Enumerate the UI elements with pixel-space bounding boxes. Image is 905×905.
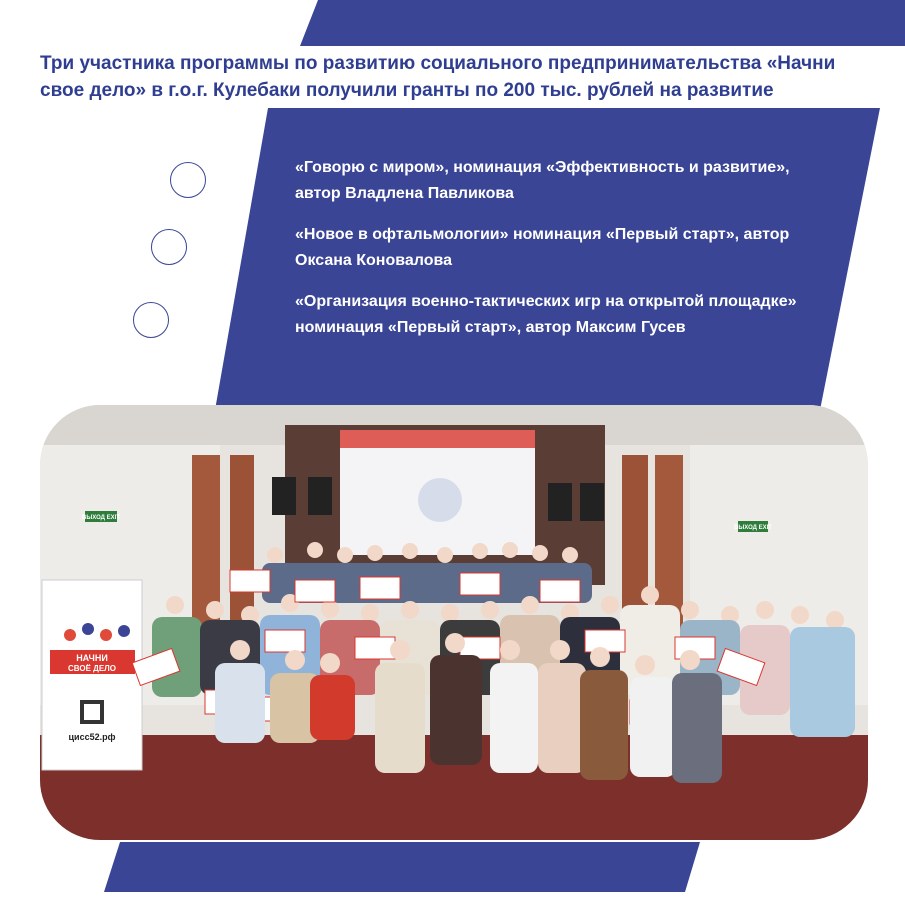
bullet-circle-2 <box>151 229 187 265</box>
banner-line-2: СВОЁ ДЕЛО <box>67 664 117 673</box>
bullet-circle-1 <box>170 162 206 198</box>
banner-site: цисс52.рф <box>68 732 116 742</box>
bottom-band <box>0 842 905 892</box>
grant-item-2: «Новое в офтальмологии» номинация «Первый старт», автор Оксана Коновалова <box>295 226 790 269</box>
top-band <box>0 0 905 46</box>
bullet-circle-3 <box>133 302 169 338</box>
grant-item-3: «Организация военно-тактических игр на открытой площадке» номинация «Первый старт», автор Максим Гусев <box>295 293 797 336</box>
exit-sign-left: ВЫХОД EXIT <box>82 515 120 521</box>
grant-list <box>295 155 805 356</box>
banner-line-1: НАЧНИ <box>76 653 108 663</box>
grant-item-1: «Говорю с миром», номинация «Эффективность и развитие», автор Владлена Павликова <box>295 159 790 202</box>
page-title: Три участника программы по развитию социального предпринимательства «Начни свое дело» в г.о.г. Кулебаки получили гранты по 200 тыс. рублей на развитие <box>40 53 836 101</box>
group-photo <box>40 405 868 840</box>
exit-sign-right: ВЫХОД EXIT <box>734 525 772 531</box>
